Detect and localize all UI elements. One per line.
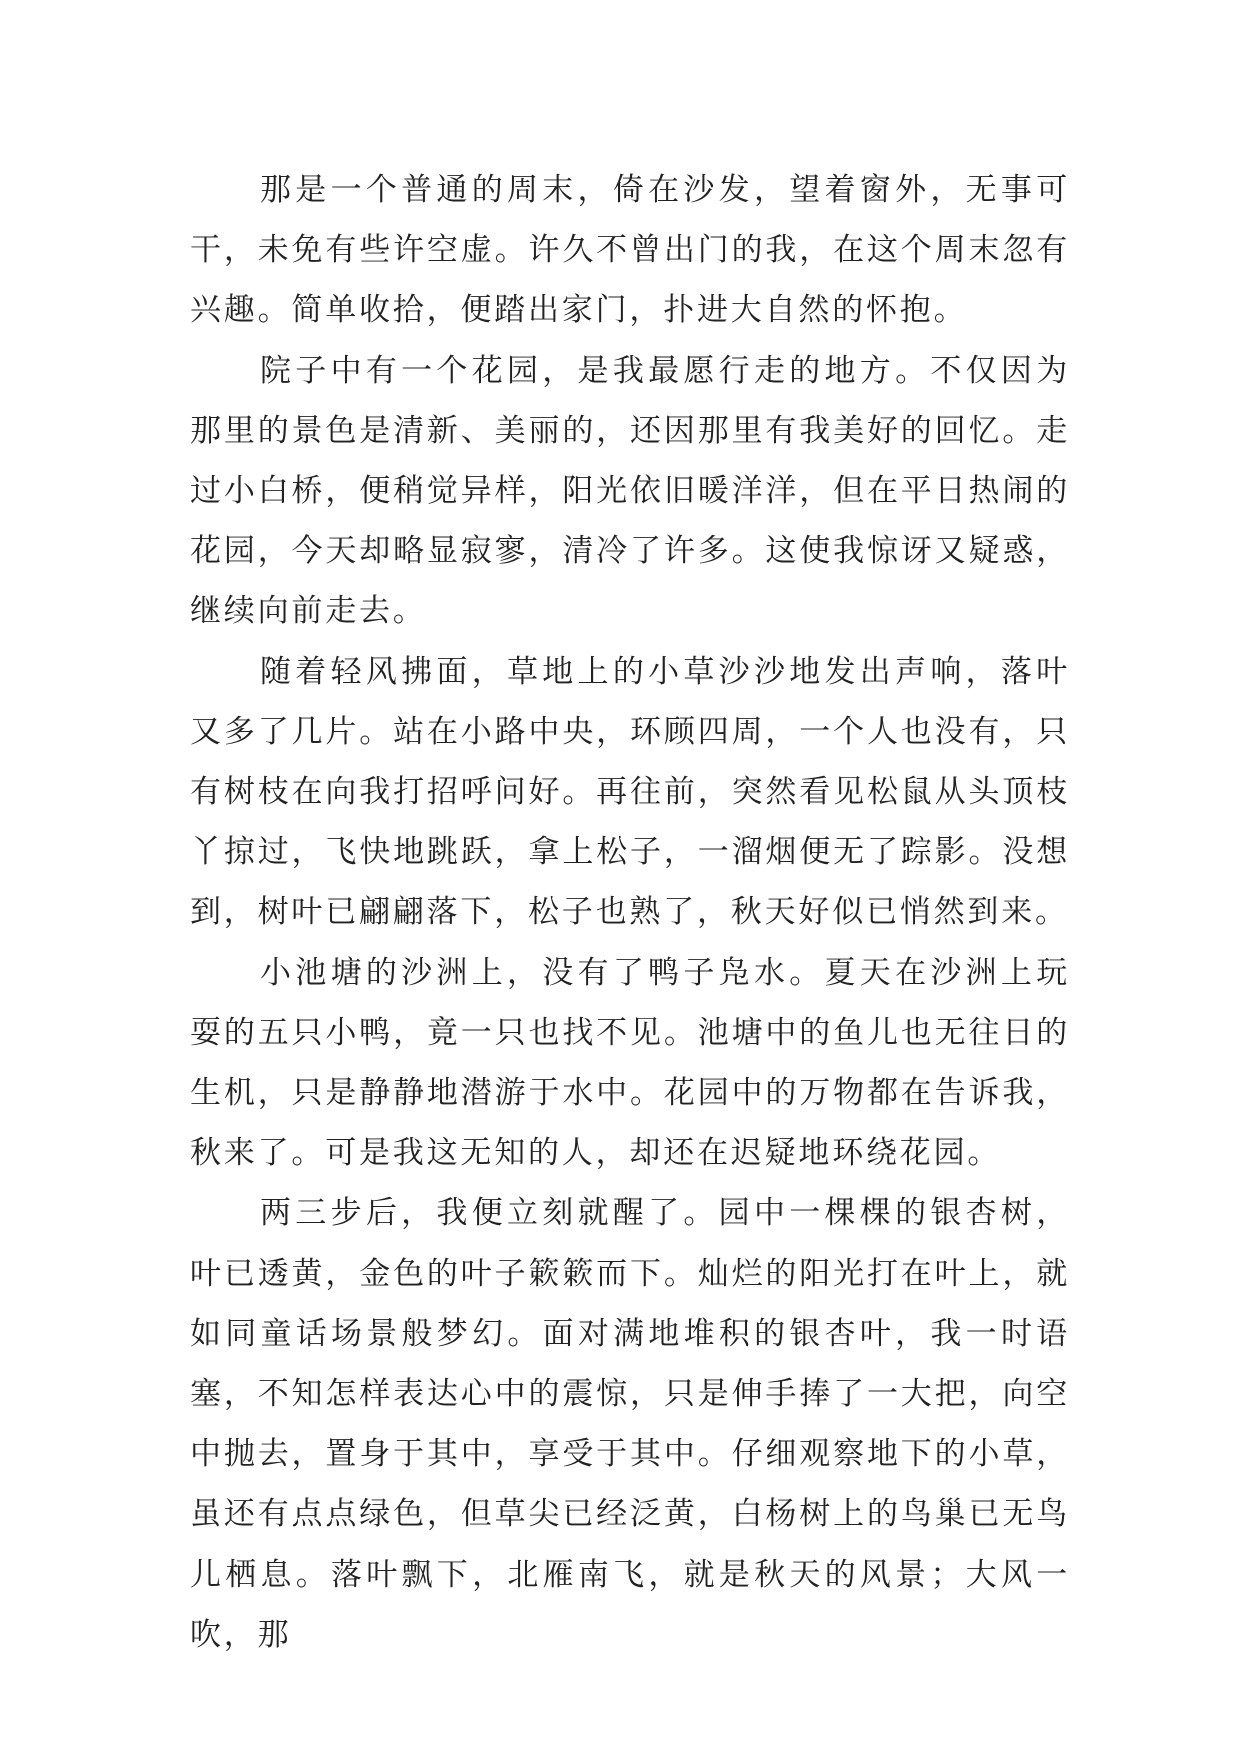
article-body — [190, 160, 1070, 1665]
paragraph-4: 小池塘的沙洲上，没有了鸭子凫水。夏天在沙洲上玩耍的五只小鸭，竟一只也找不见。池塘中的鱼儿也无往日的生机，只是静静地潜游于水中。花园中的万物都在告诉我，秋来了。可是我这无知的人，却还在迟疑地环绕花园。 — [190, 954, 1070, 1172]
paragraph-1: 那是一个普通的周末，倚在沙发，望着窗外，无事可干，未免有些许空虚。许久不曾出门的我，在这个周末忽有兴趣。简单收拾，便踏出家门，扑进大自然的怀抱。 — [190, 172, 1070, 329]
paragraph-5: 两三步后，我便立刻就醒了。园中一棵棵的银杏树，叶已透黄，金色的叶子簌簌而下。灿烂的阳光打在叶上，就如同童话场景般梦幻。面对满地堆积的银杏叶，我一时语塞，不知怎样表达心中的震惊，只是伸手捧了一大把，向空中抛去，置身于其中，享受于其中。仔细观察地下的小草，虽还有点点绿色，但草尖已经泛黄，白杨树上的鸟巢已无鸟儿栖息。落叶飘下，北雁南飞，就是秋天的风景；大风一吹，那 — [190, 1195, 1070, 1653]
paragraph-2: 院子中有一个花园，是我最愿行走的地方。不仅因为那里的景色是清新、美丽的，还因那里有我美好的回忆。走过小白桥，便稍觉异样，阳光依旧暖洋洋，但在平日热闹的花园，今天却略显寂寥，清冷了许多。这使我惊讶又疑惑，继续向前走去。 — [190, 352, 1070, 630]
paragraph-3: 随着轻风拂面，草地上的小草沙沙地发出声响，落叶又多了几片。站在小路中央，环顾四周，一个人也没有，只有树枝在向我打招呼问好。再往前，突然看见松鼠从头顶枝丫掠过，飞快地跳跃，拿上松子，一溜烟便无了踪影。没想到，树叶已翩翩落下，松子也熟了，秋天好似已悄然到来。 — [190, 653, 1070, 931]
